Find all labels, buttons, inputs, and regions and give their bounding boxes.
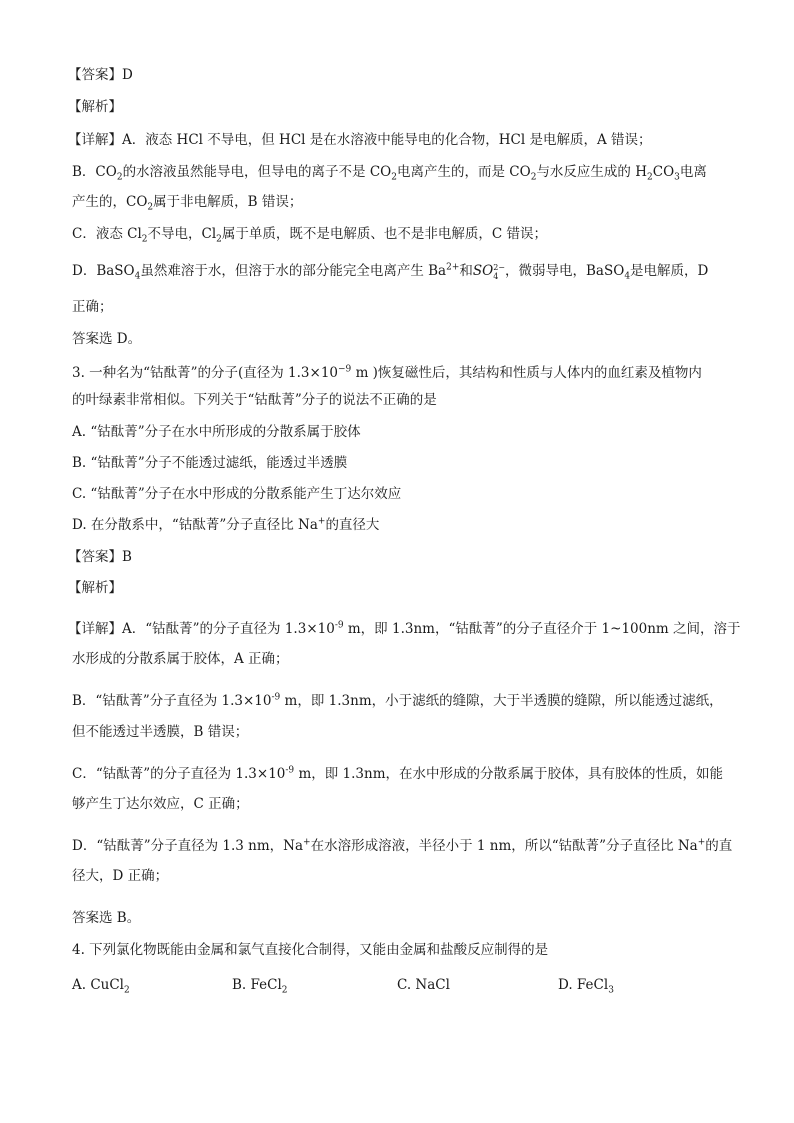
q3-option-b: B. “钴酞菁”分子不能透过滤纸，能透过半透膜 (72, 455, 348, 471)
q2-detail-d: D．BaSO$_4$虽然难溶于水，但溶于水的部分能完全电离产生 $Ba^{2+}$和SO 2− 4 ，微弱导电，BaSO$_4$是电解质，D (72, 262, 709, 282)
q2-answer-label: 【答案】D (68, 67, 133, 83)
q3-detail-b: B．“钴酞菁”分子直径为 $1.3\times 10^{-9}$ m，即 1.3nm，小于滤纸的缝隙，大于半透膜的缝隙，所以能透过滤纸， (72, 692, 723, 709)
q2-detail-d-cont: 正确； (72, 299, 113, 315)
q4-option-c: C. NaCl (397, 977, 450, 993)
q3-option-c: C. “钴酞菁”分子在水中形成的分散系能产生丁达尔效应 (72, 486, 402, 502)
q3-detail-c-cont: 够产生丁达尔效应，C 正确； (72, 796, 249, 812)
q4-option-a: A. CuCl$_2$ (72, 977, 130, 996)
q4-stem: 4. 下列氯化物既能由金属和氯气直接化合制得，又能由金属和盐酸反应制得的是 (72, 942, 549, 958)
q3-detail-d: D．“钴酞菁”分子直径为 1.3 nm，Na+在水溶形成溶液，半径小于 1 nm，所以“钴酞菁”分子直径比 Na+的直 (72, 837, 733, 854)
q4-option-d: D. FeCl$_3$ (558, 977, 614, 996)
q2-detail-b-cont: 产生的，$CO_2$属于非电解质，B 错误； (72, 194, 303, 213)
q3-stem-cont: 的叶绿素非常相似。下列关于“钴酞菁”分子的说法不正确的是 (72, 392, 437, 408)
q2-detail-a: 【详解】A．液态 HCl 不导电，但 HCl 是在水溶液中能导电的化合物，HCl 是电解质，A 错误； (68, 132, 652, 148)
q3-final-answer: 答案选 B。 (72, 910, 141, 926)
q2-analysis-label: 【解析】 (68, 99, 122, 115)
q3-detail-a-cont: 水形成的分散系属于胶体，A 正确； (72, 651, 289, 667)
sulfate-ion-formula: SO 2− 4 (472, 262, 506, 281)
q3-stem: 3. 一种名为“钴酞菁”的分子(直径为 $1.3\times 10^{-9}$ m )恢复磁性后，其结构和性质与人体内的血红素及植物内 (72, 364, 702, 381)
q3-option-a: A. “钴酞菁”分子在水中所形成的分散系属于胶体 (72, 424, 361, 440)
q4-option-b: B. FeCl$_2$ (232, 977, 288, 996)
q3-detail-d-cont: 径大，D 正确； (72, 868, 169, 884)
q3-detail-b-cont: 但不能透过半透膜，B 错误； (72, 724, 249, 740)
q2-detail-c: C．液态 $Cl_2$不导电，$Cl_2$属于单质，既不是电解质、也不是非电解质，C 错误； (72, 226, 548, 245)
q3-answer-label: 【答案】B (68, 549, 132, 565)
q2-final-answer: 答案选 D。 (72, 331, 142, 347)
q3-detail-c: C．“钴酞菁”的分子直径为 $1.3\times 10^{-9}$ m，即 1.3nm，在水中形成的分散系属于胶体，具有胶体的性质，如能 (72, 765, 724, 782)
q3-detail-a: 【详解】A．“钴酞菁”的分子直径为 $1.3\times 10^{-9}$ m，即 1.3nm，“钴酞菁”的分子直径介于 1~100nm 之间，溶于 (68, 620, 741, 637)
q3-analysis-label: 【解析】 (68, 580, 122, 596)
q2-detail-b: B．$CO_2$的水溶液虽然能导电，但导电的离子不是 $CO_2$电离产生的，而是 $CO_2$与水反应生成的 $H_2CO_3$电离 (72, 164, 707, 183)
q3-option-d: D. 在分散系中，“钴酞菁”分子直径比 Na+的直径大 (72, 516, 380, 533)
